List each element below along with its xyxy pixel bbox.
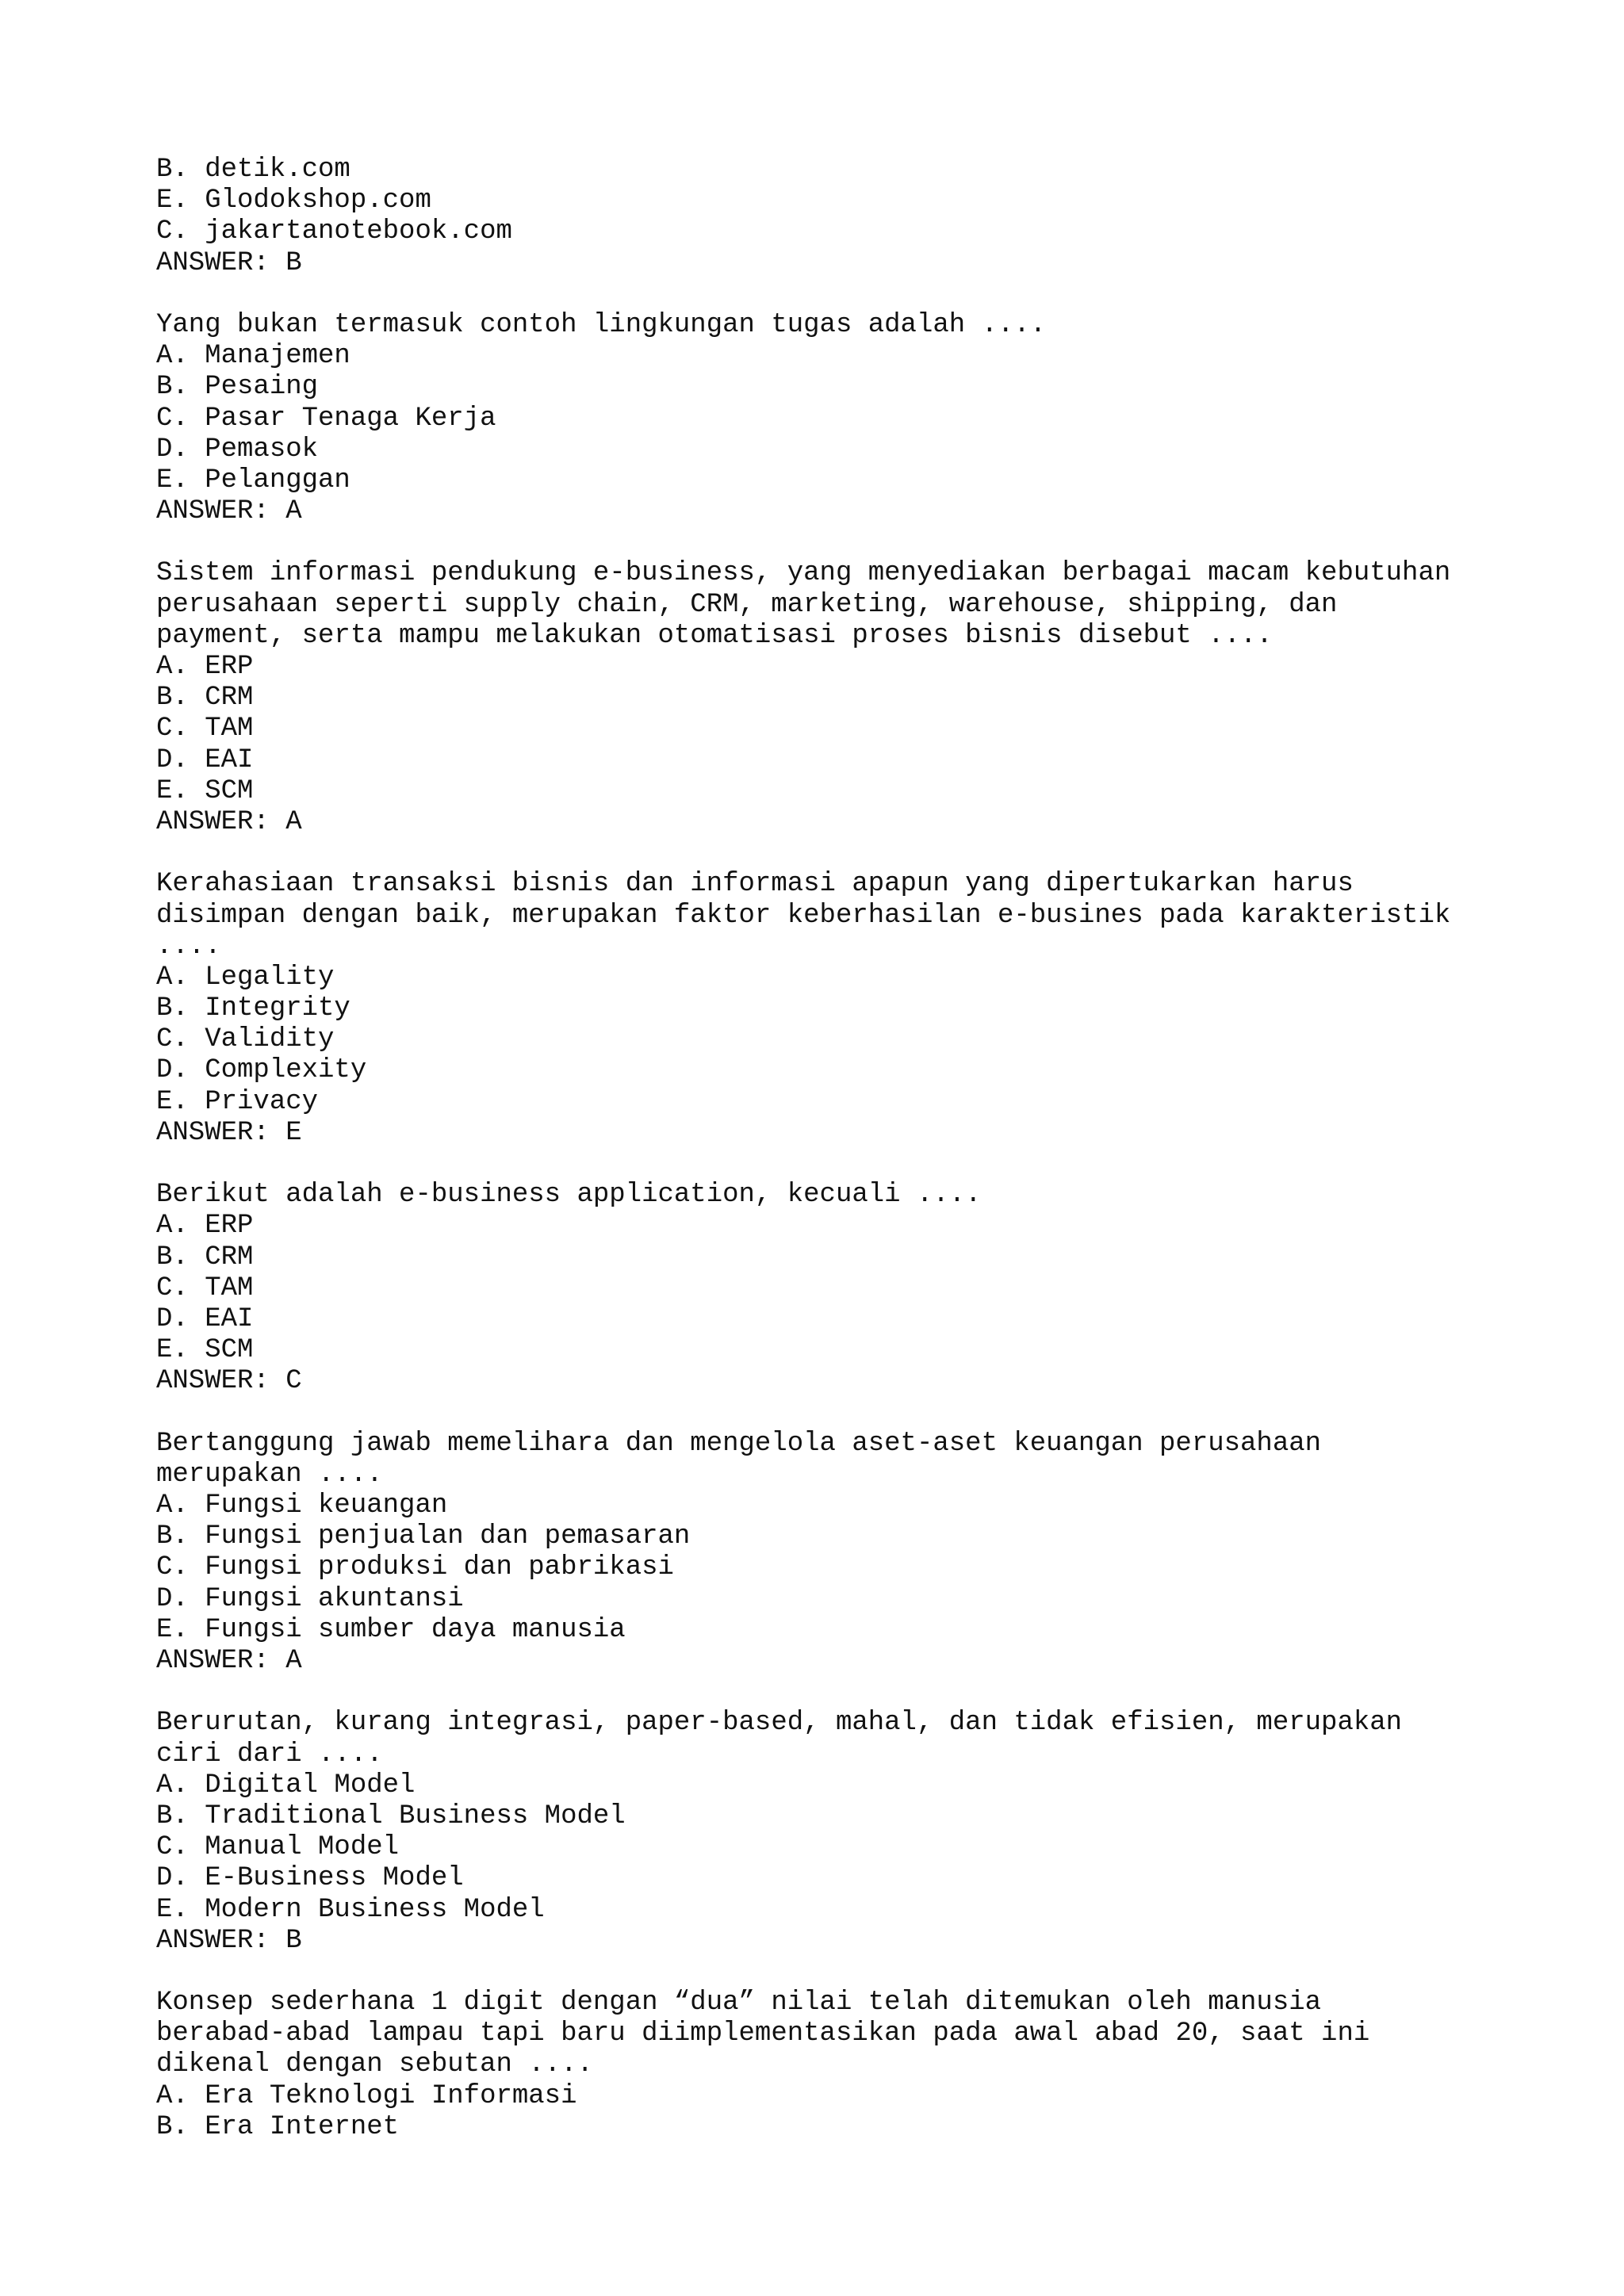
question-block [156, 1180, 1584, 1397]
answer-line: ANSWER: A [156, 806, 302, 837]
blank-line [156, 838, 1584, 869]
option-line: E. Modern Business Model [156, 1894, 545, 1925]
question-text: .... [156, 931, 221, 962]
blank-line [156, 279, 1584, 310]
option-line: A. Digital Model [156, 1770, 416, 1800]
question-text: perusahaan seperti supply chain, CRM, marketing, warehouse, shipping, dan [156, 589, 1338, 620]
question-text: merupakan .... [156, 1459, 383, 1490]
option-line: B. Pesaing [156, 372, 319, 403]
answer-line: ANSWER: B [156, 1925, 302, 1956]
option-line: B. detik.com [156, 155, 350, 185]
option-line: A. Era Teknologi Informasi [156, 2080, 577, 2111]
option-line: D. Complexity [156, 1055, 367, 1086]
option-line: A. Manajemen [156, 341, 350, 372]
option-line: C. TAM [156, 714, 254, 744]
answer-line: ANSWER: B [156, 247, 302, 278]
question-text: Konsep sederhana 1 digit dengan “dua” nilai telah ditemukan oleh manusia [156, 1988, 1322, 2019]
option-line: B. Integrity [156, 993, 350, 1024]
option-line: A. ERP [156, 652, 254, 682]
option-line: E. Pelanggan [156, 465, 350, 496]
blank-line [156, 1149, 1584, 1180]
question-text: ciri dari .... [156, 1739, 383, 1770]
blank-line [156, 1957, 1584, 1988]
question-text: berabad-abad lampau tapi baru diimplementasikan pada awal abad 20, saat ini [156, 2019, 1370, 2049]
option-line: A. ERP [156, 1211, 254, 1242]
question-block [156, 1708, 1584, 1957]
option-line: A. Fungsi keuangan [156, 1490, 448, 1521]
answer-line: ANSWER: C [156, 1366, 302, 1397]
question-block [156, 310, 1584, 527]
document-text [156, 155, 1584, 2143]
option-line: C. Validity [156, 1024, 335, 1055]
answer-line: ANSWER: A [156, 496, 302, 527]
question-block [156, 1429, 1584, 1678]
option-line: B. Fungsi penjualan dan pemasaran [156, 1521, 691, 1552]
question-text: Yang bukan termasuk contoh lingkungan tugas adalah .... [156, 309, 1047, 340]
question-text: disimpan dengan baik, merupakan faktor keberhasilan e-busines pada karakteristik [156, 900, 1451, 931]
option-line: E. Privacy [156, 1086, 319, 1117]
question-text: payment, serta mampu melakukan otomatisasi proses bisnis disebut .... [156, 620, 1273, 651]
question-text: Berurutan, kurang integrasi, paper-based, mahal, dan tidak efisien, merupakan [156, 1708, 1403, 1739]
option-line: D. EAI [156, 1303, 254, 1334]
question-block [156, 869, 1584, 1149]
option-line: E. Fungsi sumber daya manusia [156, 1614, 626, 1645]
question-block [156, 558, 1584, 838]
blank-line [156, 1677, 1584, 1708]
answer-line: ANSWER: A [156, 1646, 302, 1676]
option-line: C. jakartanotebook.com [156, 216, 512, 247]
question-text: dikenal dengan sebutan .... [156, 2049, 593, 2080]
option-line: D. E-Business Model [156, 1863, 464, 1894]
question-text: Sistem informasi pendukung e-business, yang menyediakan berbagai macam kebutuhan [156, 558, 1451, 589]
option-line: C. TAM [156, 1272, 254, 1303]
option-line: E. SCM [156, 775, 254, 806]
option-line: B. Traditional Business Model [156, 1800, 626, 1831]
option-line: B. CRM [156, 683, 254, 714]
option-line: B. CRM [156, 1242, 254, 1272]
option-line: D. EAI [156, 744, 254, 775]
blank-line [156, 1398, 1584, 1429]
option-line: D. Pemasok [156, 434, 319, 465]
option-line: C. Fungsi produksi dan pabrikasi [156, 1552, 674, 1583]
question-block-continued [156, 155, 1584, 279]
option-line: E. SCM [156, 1335, 254, 1366]
option-line: D. Fungsi akuntansi [156, 1583, 464, 1614]
option-line: A. Legality [156, 962, 335, 993]
option-line: C. Manual Model [156, 1832, 400, 1863]
option-line: C. Pasar Tenaga Kerja [156, 403, 496, 434]
option-line: E. Glodokshop.com [156, 186, 431, 216]
blank-line [156, 527, 1584, 558]
question-block [156, 1988, 1584, 2143]
question-text: Kerahasiaan transaksi bisnis dan informasi apapun yang dipertukarkan harus [156, 869, 1354, 900]
question-text: Bertanggung jawab memelihara dan mengelola aset-aset keuangan perusahaan [156, 1428, 1322, 1459]
option-line: B. Era Internet [156, 2111, 400, 2142]
answer-line: ANSWER: E [156, 1117, 302, 1148]
question-text: Berikut adalah e-business application, kecuali .... [156, 1180, 982, 1211]
